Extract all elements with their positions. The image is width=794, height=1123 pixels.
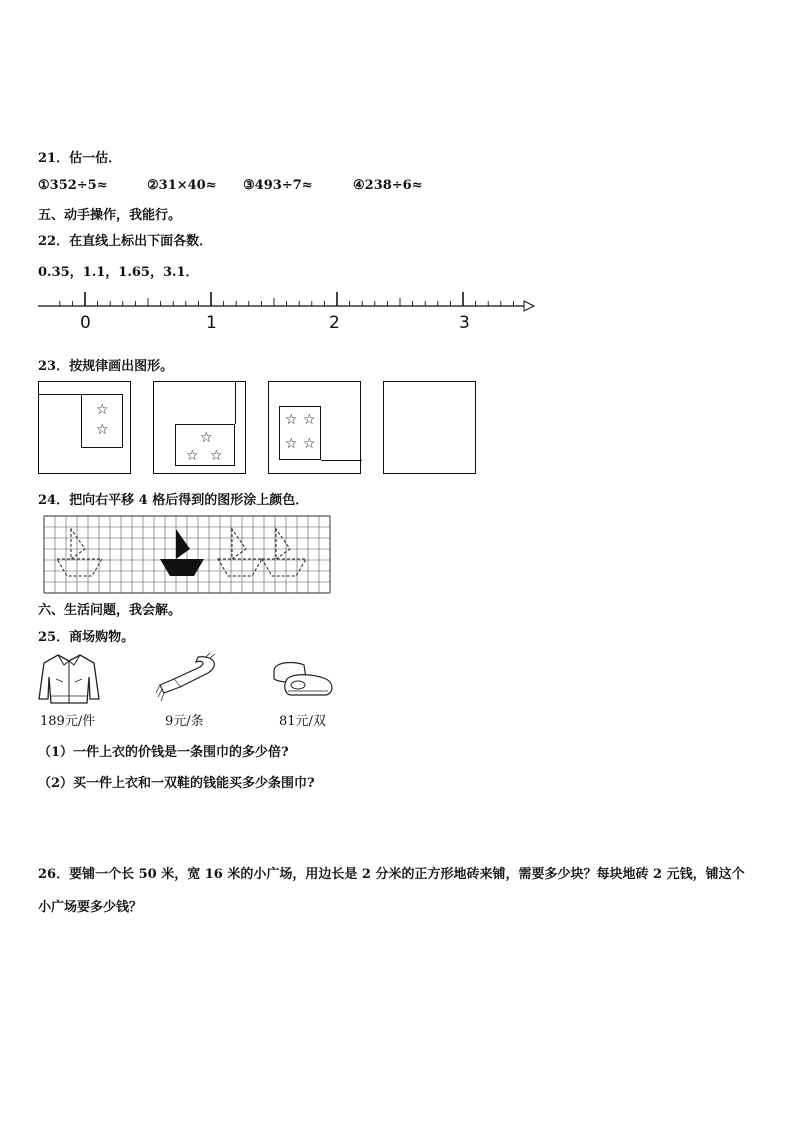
q21-item-1: ①352÷5≈ [38, 178, 108, 193]
section-5-heading: 五、动手操作，我能行。 [38, 208, 182, 223]
star-icon: ☆ [186, 448, 199, 464]
grid-lines [44, 516, 330, 593]
section-6-heading: 六、生活问题，我会解。 [38, 603, 182, 618]
jacket-icon [36, 651, 102, 707]
axis-label-0: 0 [80, 313, 91, 333]
q25-sub1: （1）一件上衣的价钱是一条围巾的多少倍? [38, 745, 289, 760]
q21-item-4: ④238÷6≈ [353, 178, 423, 193]
star-icon: ☆ [210, 448, 223, 464]
star-icon: ☆ [96, 422, 109, 438]
q21-title: 21．估一估． [38, 151, 122, 166]
q22-title: 22．在直线上标出下面各数． [38, 234, 213, 249]
boat-solid [160, 529, 204, 576]
q25-sub2: （2）买一件上衣和一双鞋的钱能买多少条围巾? [38, 776, 315, 791]
q21-item-3: ③493÷7≈ [243, 178, 313, 193]
boat-outline-2 [218, 529, 262, 576]
axis-label-2: 2 [329, 313, 340, 333]
q22-numbers: 0.35，1.1，1.65，3.1． [38, 265, 199, 280]
star-icon: ☆ [96, 402, 109, 418]
jacket-price: 189元/件 [40, 714, 96, 729]
star-icon: ☆ [285, 436, 298, 452]
axis-label-1: 1 [206, 313, 217, 333]
q24-title: 24．把向右平移 4 格后得到的图形涂上颜色． [38, 493, 309, 508]
boat-outline-1 [57, 529, 102, 576]
star-icon: ☆ [200, 430, 213, 446]
shoes-price: 81元/双 [279, 714, 326, 729]
q26-text: 26．要铺一个长 50 米，宽 16 米的小广场，用边长是 2 分米的正方形地砖来铺，需要多少块？每块地砖 2 元钱，铺这个小广场要多少钱？ [38, 867, 745, 915]
q23-title: 23．按规律画出图形。 [38, 359, 174, 374]
q25-title: 25．商场购物。 [38, 630, 135, 645]
scarf-price: 9元/条 [165, 714, 204, 729]
scarf-icon [150, 653, 222, 705]
boat-outline-3 [262, 529, 306, 576]
star-icon: ☆ [285, 412, 298, 428]
star-icon: ☆ [303, 412, 316, 428]
star-icon: ☆ [303, 436, 316, 452]
axis-label-3: 3 [459, 313, 470, 333]
shoes-icon [270, 657, 336, 703]
q21-item-2: ②31×40≈ [147, 178, 217, 193]
